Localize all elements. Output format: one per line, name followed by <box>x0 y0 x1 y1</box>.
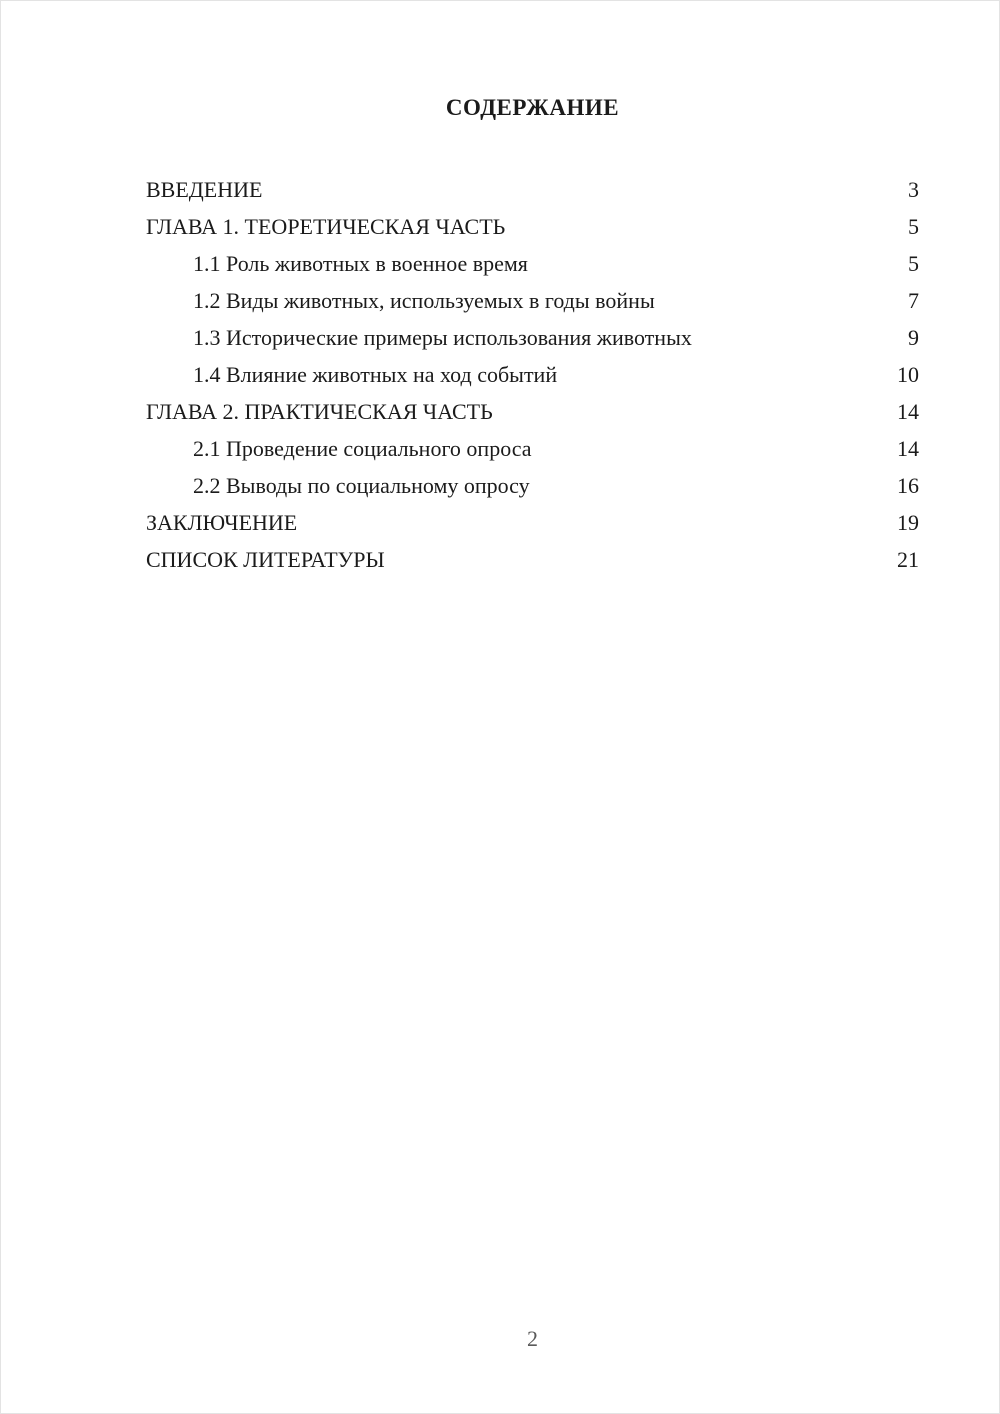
toc-entry-label: ГЛАВА 1. ТЕОРЕТИЧЕСКАЯ ЧАСТЬ <box>146 214 506 239</box>
toc-entry <box>146 541 919 578</box>
toc-list <box>146 171 919 578</box>
toc-entry-label: ЗАКЛЮЧЕНИЕ <box>146 510 298 535</box>
toc-entry-label: 2.1 Проведение социального опроса <box>193 436 532 461</box>
toc-entry <box>146 393 919 430</box>
toc-entry <box>146 504 919 541</box>
toc-entry <box>146 430 919 467</box>
toc-entry-page: 16 <box>897 473 919 498</box>
toc-entry-label: 1.4 Влияние животных на ход событий <box>193 362 558 387</box>
toc-entry-page: 7 <box>908 288 919 313</box>
toc-entry <box>146 356 919 393</box>
page-title: СОДЕРЖАНИЕ <box>445 95 620 120</box>
toc-entry-label: ГЛАВА 2. ПРАКТИЧЕСКАЯ ЧАСТЬ <box>146 399 493 424</box>
toc-entry <box>146 319 919 356</box>
toc-entry-label: ВВЕДЕНИЕ <box>146 177 263 202</box>
toc-entry <box>146 245 919 282</box>
toc-entry-page: 3 <box>908 177 919 202</box>
toc-entry-page: 21 <box>897 547 919 572</box>
toc-entry-page: 14 <box>897 399 919 424</box>
toc-entry <box>146 282 919 319</box>
toc-entry-page: 5 <box>908 214 919 239</box>
toc-entry <box>146 171 919 208</box>
toc-entry-page: 9 <box>908 325 919 350</box>
toc-entry-label: 2.2 Выводы по социальному опросу <box>193 473 530 498</box>
toc-entry <box>146 467 919 504</box>
toc-entry <box>146 208 919 245</box>
toc-entry-page: 5 <box>908 251 919 276</box>
toc-entry-label: 1.3 Исторические примеры использования животных <box>193 325 692 350</box>
toc-entry-label: СПИСОК ЛИТЕРАТУРЫ <box>146 547 385 572</box>
toc-entry-page: 14 <box>897 436 919 461</box>
footer-page-number: 2 <box>527 1326 538 1351</box>
toc-entry-page: 19 <box>897 510 919 535</box>
toc-entry-page: 10 <box>897 362 919 387</box>
toc-entry-label: 1.1 Роль животных в военное время <box>193 251 528 276</box>
toc-entry-label: 1.2 Виды животных, используемых в годы войны <box>193 288 655 313</box>
